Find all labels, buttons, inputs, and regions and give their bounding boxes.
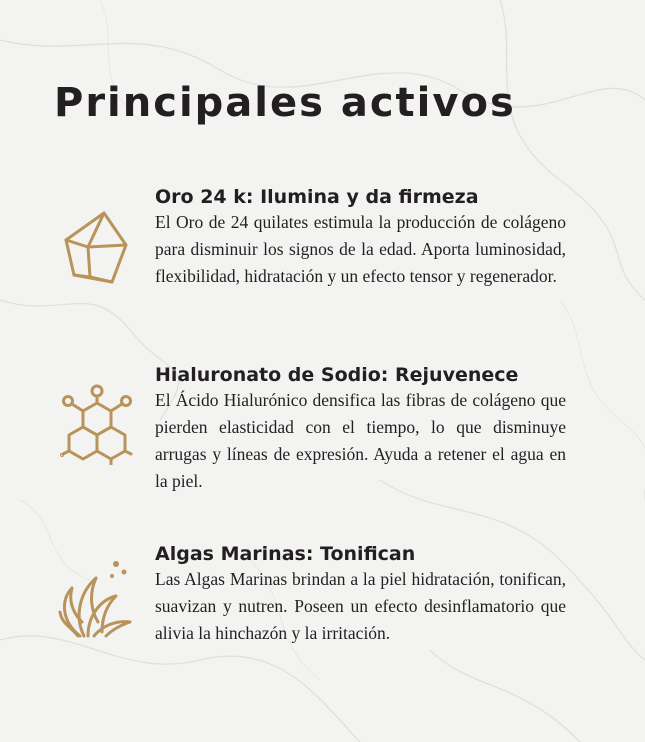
ingredient-heading: Hialuronato de Sodio: Rejuvenece	[155, 364, 519, 386]
ingredient-heading: Oro 24 k: Ilumina y da firmeza	[155, 186, 479, 208]
page-title: Principales activos	[54, 80, 516, 126]
seaweed-icon	[58, 556, 136, 638]
molecule-icon	[58, 383, 136, 465]
gem-icon	[58, 207, 136, 289]
ingredient-heading: Algas Marinas: Tonifican	[155, 543, 416, 565]
ingredient-description: El Ácido Hialurónico densifica las fibras de colágeno que pierden elasticidad con el tiempo, lo que disminuye arrugas y líneas de expresión. Ayuda a retener el agua en la piel.	[155, 390, 566, 491]
ingredient-description: Las Algas Marinas brindan a la piel hidratación, tonifican, suavizan y nutren. Poseen un efecto desinflamatorio que alivia la hinchazón y la irritación.	[155, 569, 566, 643]
ingredient-description: El Oro de 24 quilates estimula la producción de colágeno para disminuir los signos de la edad. Aporta luminosidad, flexibilidad, hidratación y un efecto tensor y regenerador.	[155, 212, 566, 286]
